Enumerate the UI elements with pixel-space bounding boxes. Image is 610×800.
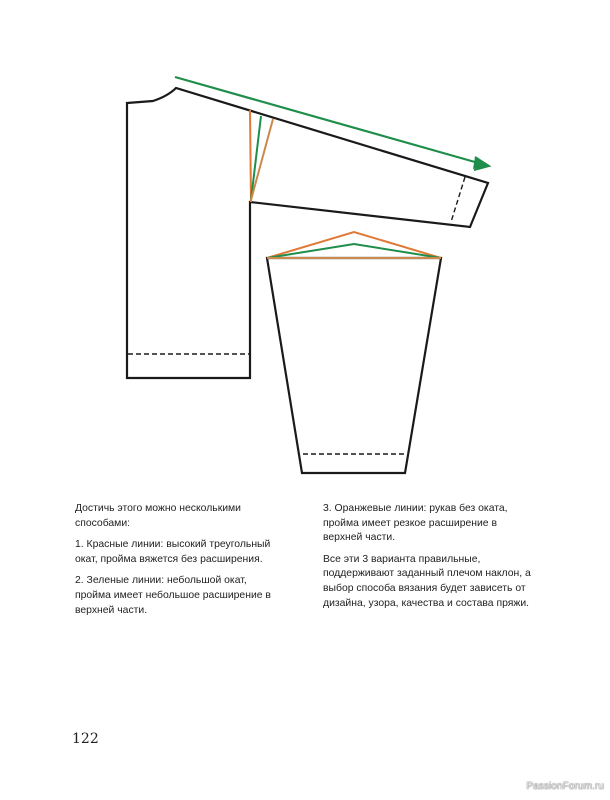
sleeve-cuff-dashed-line [451, 177, 465, 222]
page-number: 122 [72, 731, 99, 747]
text-column-right [323, 502, 538, 618]
watermark: PassionForum.ru [526, 781, 604, 792]
green-lines-paragraph: 2. Зеленые линии: небольшой окат, пройма имеет небольшое расширение в верхней части. [75, 575, 271, 616]
green-armhole-line [251, 116, 261, 200]
summary-paragraph: Все эти 3 варианта правильные, поддерживают заданный плечом наклон, а выбор способа вязания будет зависеть от дизайна, узора, качества и состава пряжи. [323, 553, 531, 609]
shoulder-slope-arrow [175, 77, 482, 164]
text-column-left [75, 502, 285, 625]
orange-armhole-line [251, 119, 273, 200]
red-armhole-line [250, 110, 251, 202]
body-sleeve-outline [127, 88, 488, 378]
flat-sleeve-outline [267, 258, 441, 473]
red-lines-paragraph: 1. Красные линии: высокий треугольный окат, пройма вяжется без расширения. [75, 539, 271, 565]
intro-paragraph: Достичь этого можно несколькими способами: [75, 503, 241, 529]
orange-lines-paragraph: 3. Оранжевые линии: рукав без оката, пройма имеет резкое расширение в верхней части. [323, 503, 508, 544]
